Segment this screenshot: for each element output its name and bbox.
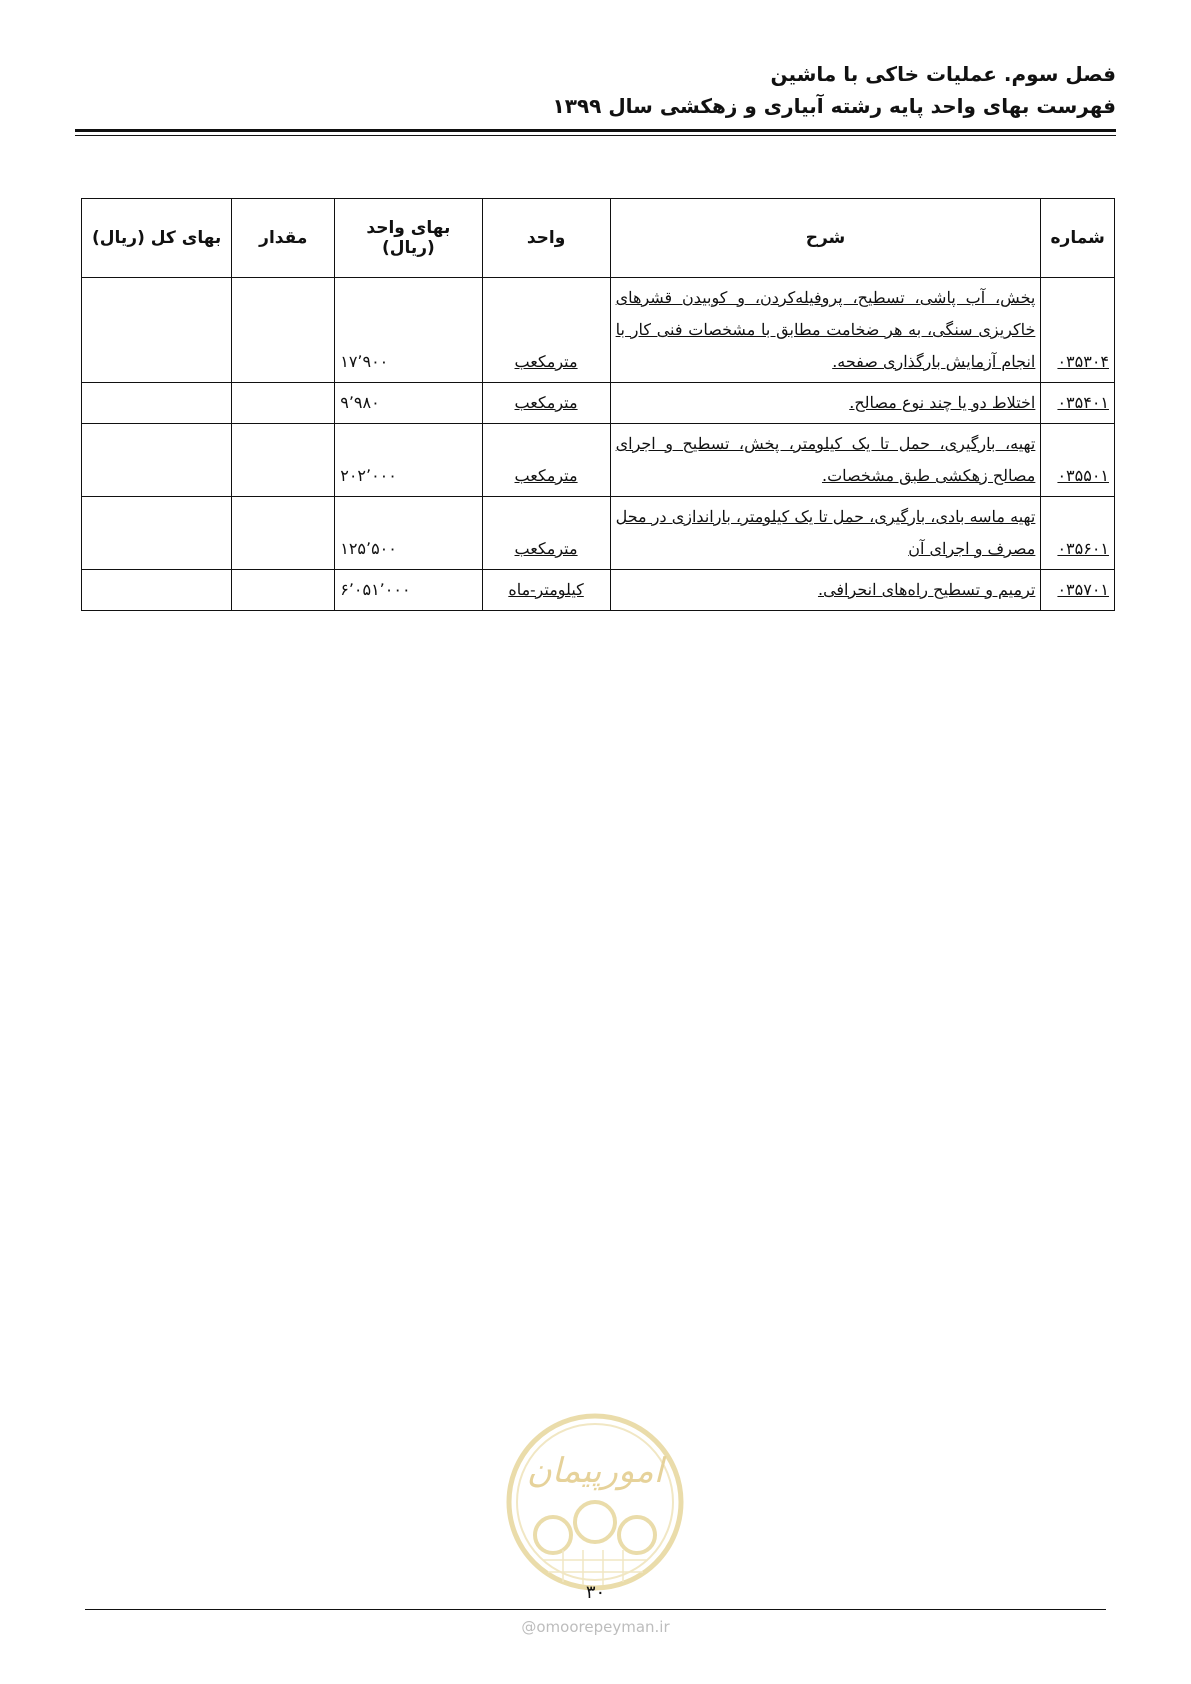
row-unit (482, 570, 610, 611)
header-desc: شرح (610, 199, 1041, 278)
row-unit-text: کیلومتر-ماه (508, 580, 584, 599)
row-desc (610, 570, 1041, 611)
row-code (1041, 570, 1115, 611)
header-unit: واحد (482, 199, 610, 278)
row-price: ۲۰۲٬۰۰۰ (335, 424, 482, 497)
header-qty: مقدار (232, 199, 335, 278)
header-unit-price (335, 199, 482, 278)
page-header (553, 58, 1116, 122)
header-rule-thin (75, 135, 1116, 136)
row-unit (482, 424, 610, 497)
row-desc (610, 497, 1041, 570)
row-code-text: ۰۳۵۳۰۴ (1057, 352, 1109, 371)
row-qty (232, 570, 335, 611)
row-code-text: ۰۳۵۵۰۱ (1057, 466, 1109, 485)
row-unit (482, 383, 610, 424)
watermark-logo (503, 1410, 688, 1595)
row-total (82, 424, 232, 497)
footer-rule (85, 1609, 1106, 1610)
row-total (82, 383, 232, 424)
header-unit-price-label: بهای واحد (366, 218, 451, 238)
row-code-text: ۰۳۵۷۰۱ (1057, 580, 1109, 599)
row-desc-text: تهیه ماسه بادی، بارگیری، حمل تا یک کیلومتر، باراندازی در محل مصرف و اجرای آن (615, 507, 1036, 558)
row-unit (482, 497, 610, 570)
page-number: ۳۰ (585, 1582, 606, 1603)
header-unit-price-currency: (ریال) (381, 238, 435, 258)
row-total (82, 570, 232, 611)
row-price: ۶٬۰۵۱٬۰۰۰ (335, 570, 482, 611)
table-header-row (82, 199, 1115, 278)
header-code: شماره (1041, 199, 1115, 278)
svg-text:امورپیمان: امورپیمان (526, 1451, 664, 1491)
table-row (82, 424, 1115, 497)
row-total (82, 278, 232, 383)
table-row (82, 497, 1115, 570)
header-total: بهای کل (ریال) (82, 199, 232, 278)
row-desc-text: تهیه، بارگیری، حمل تا یک کیلومتر، پخش، تسطیح و اجرای مصالح زهکشی طبق مشخصات. (615, 434, 1036, 485)
price-table (81, 198, 1115, 611)
row-qty (232, 424, 335, 497)
row-unit-text: مترمکعب (514, 539, 578, 558)
row-code (1041, 383, 1115, 424)
row-desc-text: ترمیم و تسطیح راه‌های انحرافی. (817, 580, 1036, 599)
row-desc-text: پخش، آب پاشی، تسطیح، پروفیله‌کردن، و کوبیدن قشرهای خاکریزی سنگی، به هر ضخامت مطابق با مشخصات فنی کار با انجام آزمایش بارگذاری صفحه. (615, 288, 1036, 371)
header-rule-thick (75, 129, 1116, 132)
row-unit-text: مترمکعب (514, 352, 578, 371)
watermark-url: @omoorepeyman.ir (521, 1618, 670, 1636)
row-code-text: ۰۳۵۴۰۱ (1057, 393, 1109, 412)
row-unit-text: مترمکعب (514, 393, 578, 412)
row-unit (482, 278, 610, 383)
row-desc (610, 424, 1041, 497)
row-unit-text: مترمکعب (514, 466, 578, 485)
row-qty (232, 383, 335, 424)
row-desc (610, 383, 1041, 424)
row-qty (232, 497, 335, 570)
row-code (1041, 497, 1115, 570)
table-row (82, 278, 1115, 383)
document-title: فهرست بهای واحد پایه رشته آبیاری و زهکشی سال ۱۳۹۹ (552, 94, 1116, 118)
row-qty (232, 278, 335, 383)
row-price: ۹٬۹۸۰ (335, 383, 482, 424)
table-row (82, 383, 1115, 424)
row-code-text: ۰۳۵۶۰۱ (1057, 539, 1109, 558)
table-row (82, 570, 1115, 611)
row-price: ۱۷٬۹۰۰ (335, 278, 482, 383)
row-price: ۱۲۵٬۵۰۰ (335, 497, 482, 570)
chapter-title: فصل سوم. عملیات خاکی با ماشین (770, 62, 1116, 86)
row-total (82, 497, 232, 570)
row-code (1041, 424, 1115, 497)
row-desc (610, 278, 1041, 383)
row-code (1041, 278, 1115, 383)
row-desc-text: اختلاط دو یا چند نوع مصالح. (849, 393, 1036, 412)
